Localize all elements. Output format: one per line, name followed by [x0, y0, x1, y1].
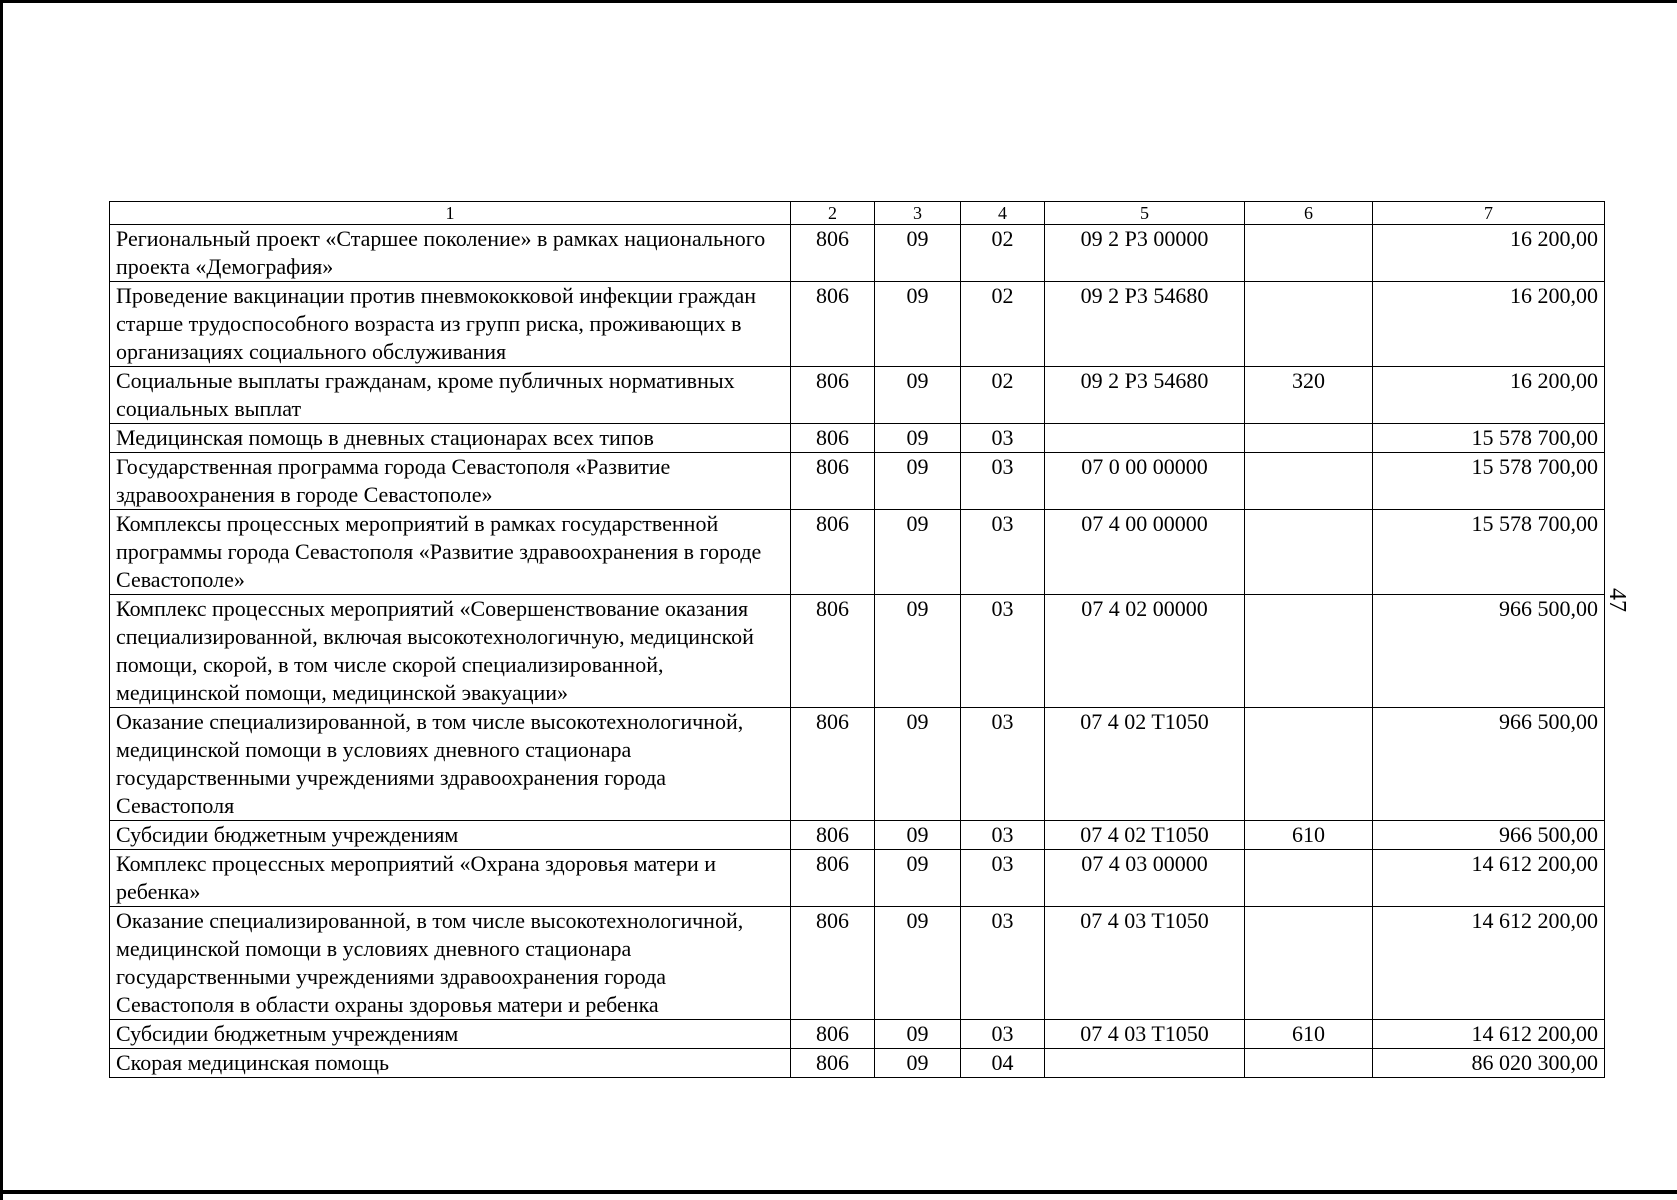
row-sum: 16 200,00 — [1373, 225, 1605, 282]
row-sum: 16 200,00 — [1373, 282, 1605, 367]
header-cell: 1 — [110, 202, 791, 225]
row-sum: 86 020 300,00 — [1373, 1049, 1605, 1078]
row-csr: 07 0 00 00000 — [1045, 453, 1245, 510]
row-vr — [1245, 510, 1373, 595]
row-csr — [1045, 1049, 1245, 1078]
row-vr — [1245, 424, 1373, 453]
row-rz: 09 — [875, 595, 961, 708]
row-vr — [1245, 225, 1373, 282]
row-sum: 15 578 700,00 — [1373, 453, 1605, 510]
row-name: Субсидии бюджетным учреждениям — [110, 821, 791, 850]
table-row — [110, 510, 1605, 595]
row-pr: 03 — [961, 850, 1045, 907]
table-row — [110, 850, 1605, 907]
table-row — [110, 282, 1605, 367]
row-name: Проведение вакцинации против пневмококковой инфекции граждан старше трудоспособного возраста из групп риска, проживающих в организациях социального обслуживания — [110, 282, 791, 367]
header-cell: 2 — [791, 202, 875, 225]
row-ved: 806 — [791, 850, 875, 907]
row-ved: 806 — [791, 453, 875, 510]
row-rz: 09 — [875, 708, 961, 821]
row-csr: 09 2 P3 00000 — [1045, 225, 1245, 282]
table-row — [110, 907, 1605, 1020]
row-rz: 09 — [875, 850, 961, 907]
row-ved: 806 — [791, 595, 875, 708]
row-vr: 320 — [1245, 367, 1373, 424]
row-pr: 02 — [961, 225, 1045, 282]
budget-table — [109, 201, 1605, 1078]
table-row — [110, 708, 1605, 821]
table-row — [110, 1049, 1605, 1078]
row-pr: 03 — [961, 821, 1045, 850]
row-name: Медицинская помощь в дневных стационарах всех типов — [110, 424, 791, 453]
table-row — [110, 424, 1605, 453]
row-csr — [1045, 424, 1245, 453]
row-rz: 09 — [875, 1049, 961, 1078]
table-row — [110, 367, 1605, 424]
header-cell: 6 — [1245, 202, 1373, 225]
row-name: Государственная программа города Севастополя «Развитие здравоохранения в городе Севастополе» — [110, 453, 791, 510]
table-row — [110, 1020, 1605, 1049]
row-vr — [1245, 1049, 1373, 1078]
row-sum: 16 200,00 — [1373, 367, 1605, 424]
page-bottom-border — [0, 1190, 1677, 1194]
row-rz: 09 — [875, 907, 961, 1020]
row-name: Скорая медицинская помощь — [110, 1049, 791, 1078]
row-name: Комплекс процессных мероприятий «Совершенствование оказания специализированной, включая высокотехнологичную, медицинской помощи, скорой, в том числе скорой специализированной, медицинской помощи, медицинской эвакуации» — [110, 595, 791, 708]
row-rz: 09 — [875, 282, 961, 367]
row-csr: 09 2 P3 54680 — [1045, 282, 1245, 367]
table-row — [110, 595, 1605, 708]
row-rz: 09 — [875, 453, 961, 510]
row-rz: 09 — [875, 225, 961, 282]
row-rz: 09 — [875, 367, 961, 424]
row-sum: 14 612 200,00 — [1373, 907, 1605, 1020]
row-ved: 806 — [791, 282, 875, 367]
header-cell: 4 — [961, 202, 1045, 225]
row-rz: 09 — [875, 821, 961, 850]
row-csr: 07 4 02 T1050 — [1045, 708, 1245, 821]
row-csr: 07 4 02 T1050 — [1045, 821, 1245, 850]
row-vr — [1245, 453, 1373, 510]
row-sum: 966 500,00 — [1373, 708, 1605, 821]
row-sum: 966 500,00 — [1373, 595, 1605, 708]
row-pr: 02 — [961, 282, 1045, 367]
row-sum: 14 612 200,00 — [1373, 850, 1605, 907]
table-row — [110, 453, 1605, 510]
row-csr: 07 4 03 00000 — [1045, 850, 1245, 907]
row-csr: 07 4 03 T1050 — [1045, 1020, 1245, 1049]
page-top-border — [0, 0, 1677, 3]
row-vr: 610 — [1245, 821, 1373, 850]
header-cell: 3 — [875, 202, 961, 225]
row-csr: 07 4 00 00000 — [1045, 510, 1245, 595]
row-rz: 09 — [875, 1020, 961, 1049]
row-pr: 03 — [961, 453, 1045, 510]
row-ved: 806 — [791, 1049, 875, 1078]
row-name: Комплекс процессных мероприятий «Охрана здоровья матери и ребенка» — [110, 850, 791, 907]
page-left-border — [0, 0, 3, 1200]
row-vr: 610 — [1245, 1020, 1373, 1049]
page-number: 47 — [1604, 588, 1630, 612]
row-ved: 806 — [791, 1020, 875, 1049]
row-rz: 09 — [875, 424, 961, 453]
row-sum: 15 578 700,00 — [1373, 424, 1605, 453]
row-rz: 09 — [875, 510, 961, 595]
row-name: Региональный проект «Старшее поколение» в рамках национального проекта «Демография» — [110, 225, 791, 282]
row-ved: 806 — [791, 424, 875, 453]
row-pr: 03 — [961, 708, 1045, 821]
row-sum: 966 500,00 — [1373, 821, 1605, 850]
row-vr — [1245, 282, 1373, 367]
row-pr: 03 — [961, 907, 1045, 1020]
row-vr — [1245, 850, 1373, 907]
table-row — [110, 225, 1605, 282]
row-sum: 14 612 200,00 — [1373, 1020, 1605, 1049]
row-pr: 03 — [961, 1020, 1045, 1049]
row-vr — [1245, 907, 1373, 1020]
row-ved: 806 — [791, 367, 875, 424]
row-name: Комплексы процессных мероприятий в рамках государственной программы города Севастополя «Развитие здравоохранения в городе Севастополе» — [110, 510, 791, 595]
row-csr: 07 4 03 T1050 — [1045, 907, 1245, 1020]
header-row — [110, 202, 1605, 225]
row-ved: 806 — [791, 907, 875, 1020]
row-pr: 02 — [961, 367, 1045, 424]
row-vr — [1245, 595, 1373, 708]
header-cell: 7 — [1373, 202, 1605, 225]
row-pr: 03 — [961, 424, 1045, 453]
row-pr: 03 — [961, 595, 1045, 708]
row-name: Оказание специализированной, в том числе высокотехнологичной, медицинской помощи в условиях дневного стационара государственными учреждениями здравоохранения города Севастополя — [110, 708, 791, 821]
row-vr — [1245, 708, 1373, 821]
row-pr: 03 — [961, 510, 1045, 595]
row-name: Субсидии бюджетным учреждениям — [110, 1020, 791, 1049]
row-csr: 07 4 02 00000 — [1045, 595, 1245, 708]
row-pr: 04 — [961, 1049, 1045, 1078]
row-name: Оказание специализированной, в том числе высокотехнологичной, медицинской помощи в условиях дневного стационара государственными учреждениями здравоохранения города Севастополя в области охраны здоровья матери и ребенка — [110, 907, 791, 1020]
row-sum: 15 578 700,00 — [1373, 510, 1605, 595]
row-name: Социальные выплаты гражданам, кроме публичных нормативных социальных выплат — [110, 367, 791, 424]
header-cell: 5 — [1045, 202, 1245, 225]
row-csr: 09 2 P3 54680 — [1045, 367, 1245, 424]
row-ved: 806 — [791, 708, 875, 821]
table-row — [110, 821, 1605, 850]
row-ved: 806 — [791, 510, 875, 595]
row-ved: 806 — [791, 225, 875, 282]
row-ved: 806 — [791, 821, 875, 850]
